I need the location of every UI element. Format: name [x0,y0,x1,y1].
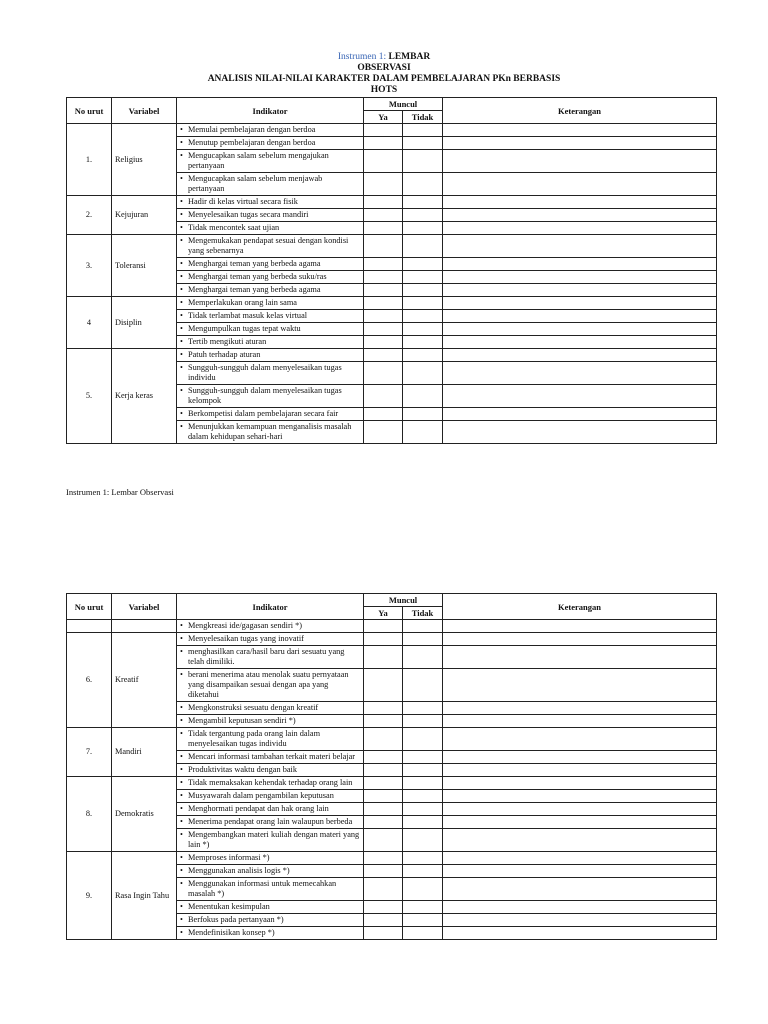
ya-cell[interactable] [364,914,403,927]
indikator-cell [177,284,364,297]
row-number: 9. [67,852,112,940]
indikator-text: • Berkompetisi dalam pembelajaran secara fair [180,409,360,419]
row-number: 2. [67,196,112,235]
ya-cell[interactable] [364,310,403,323]
tidak-cell[interactable] [403,620,443,633]
keterangan-cell[interactable] [443,196,717,209]
indikator-cell [177,816,364,829]
indikator-text: • Mengembangkan materi kuliah dengan materi yang lain *) [180,830,360,850]
ya-cell[interactable] [364,803,403,816]
ya-cell[interactable] [364,669,403,702]
indikator-cell [177,297,364,310]
indikator-cell [177,633,364,646]
keterangan-cell[interactable] [443,310,717,323]
variabel-cell: Religius [112,124,177,196]
indikator-text: • Hadir di kelas virtual secara fisik [180,197,360,207]
indikator-cell [177,777,364,790]
keterangan-cell[interactable] [443,124,717,137]
indikator-text: • Menunjukkan kemampuan menganalisis masalah dalam kehidupan sehari-hari [180,422,360,442]
header-tidak: Tidak [403,607,443,620]
indikator-text: • Menyelesaikan tugas yang inovatif [180,634,360,644]
tidak-cell[interactable] [403,829,443,852]
keterangan-cell[interactable] [443,284,717,297]
tidak-cell[interactable] [403,284,443,297]
indikator-text: • Mengambil keputusan sendiri *) [180,716,360,726]
observation-table-2 [66,593,717,940]
table-row [67,728,717,751]
keterangan-cell[interactable] [443,878,717,901]
indikator-cell [177,764,364,777]
header-ya: Ya [364,607,403,620]
table-row [67,349,717,362]
variabel-cell: Rasa Ingin Tahu [112,852,177,940]
keterangan-cell[interactable] [443,258,717,271]
row-number: 5. [67,349,112,444]
indikator-cell [177,362,364,385]
indikator-cell [177,878,364,901]
indikator-cell [177,715,364,728]
variabel-cell [112,620,177,633]
keterangan-cell[interactable] [443,336,717,349]
indikator-cell [177,336,364,349]
indikator-text: • Tidak tergantung pada orang lain dalam menyelesaikan tugas individu [180,729,360,749]
indikator-text: • Berfokus pada pertanyaan *) [180,915,360,925]
tidak-cell[interactable] [403,852,443,865]
keterangan-cell[interactable] [443,816,717,829]
tidak-cell[interactable] [403,865,443,878]
indikator-cell [177,914,364,927]
indikator-cell [177,323,364,336]
tidak-cell[interactable] [403,633,443,646]
header-keterangan: Keterangan [443,98,717,124]
keterangan-cell[interactable] [443,235,717,258]
indikator-text: • Patuh terhadap aturan [180,350,360,360]
tidak-cell[interactable] [403,349,443,362]
indikator-text: • Menghargai teman yang berbeda agama [180,285,360,295]
indikator-text: • berani menerima atau menolak suatu pernyataan yang disampaikan sesuai dengan apa yang diketahui [180,670,360,700]
document-title-line4: HOTS [370,85,398,95]
keterangan-cell[interactable] [443,790,717,803]
keterangan-cell[interactable] [443,421,717,444]
ya-cell[interactable] [364,235,403,258]
ya-cell[interactable] [364,222,403,235]
indikator-text: • Mengkreasi ide/gagasan sendiri *) [180,621,360,631]
keterangan-cell[interactable] [443,620,717,633]
ya-cell[interactable] [364,865,403,878]
indikator-text: • Menghargai teman yang berbeda agama [180,259,360,269]
table-caption: Instrumen 1: Lembar Observasi [66,487,174,497]
row-number: 3. [67,235,112,297]
indikator-text: • Musyawarah dalam pengambilan keputusan [180,791,360,801]
indikator-cell [177,669,364,702]
table-row [67,777,717,790]
ya-cell[interactable] [364,728,403,751]
indikator-cell [177,927,364,940]
ya-cell[interactable] [364,852,403,865]
indikator-cell [177,271,364,284]
ya-cell[interactable] [364,137,403,150]
indikator-text: • Memulai pembelajaran dengan berdoa [180,125,360,135]
ya-cell[interactable] [364,297,403,310]
instrument-label: Instrumen 1: [337,52,387,62]
ya-cell[interactable] [364,173,403,196]
indikator-text: • Menggunakan informasi untuk memecahkan masalah *) [180,879,360,899]
keterangan-cell[interactable] [443,852,717,865]
keterangan-cell[interactable] [443,137,717,150]
tidak-cell[interactable] [403,150,443,173]
tidak-cell[interactable] [403,258,443,271]
variabel-cell: Mandiri [112,728,177,777]
tidak-cell[interactable] [403,914,443,927]
title-word: LEMBAR [388,52,431,62]
indikator-cell [177,646,364,669]
ya-cell[interactable] [364,271,403,284]
keterangan-cell[interactable] [443,385,717,408]
keterangan-cell[interactable] [443,702,717,715]
variabel-cell: Toleransi [112,235,177,297]
indikator-cell [177,310,364,323]
observation-table-1 [66,97,717,444]
ya-cell[interactable] [364,150,403,173]
indikator-text: • Mendefinisikan konsep *) [180,928,360,938]
variabel-cell: Kejujuran [112,196,177,235]
indikator-text: • Mengkonstruksi sesuatu dengan kreatif [180,703,360,713]
indikator-text: • menghasilkan cara/hasil baru dari sesuatu yang telah dimiliki. [180,647,360,667]
document-title-line3: ANALISIS NILAI-NILAI KARAKTER DALAM PEMBELAJARAN PKn BERBASIS [207,74,561,84]
ya-cell[interactable] [364,751,403,764]
tidak-cell[interactable] [403,385,443,408]
keterangan-cell[interactable] [443,323,717,336]
indikator-text: • Tidak terlambat masuk kelas virtual [180,311,360,321]
ya-cell[interactable] [364,790,403,803]
indikator-text: • Sungguh-sungguh dalam menyelesaikan tugas kelompok [180,386,360,406]
indikator-text: • Tidak memaksakan kehendak terhadap orang lain [180,778,360,788]
header-keterangan: Keterangan [443,594,717,620]
variabel-cell: Kerja keras [112,349,177,444]
ya-cell[interactable] [364,258,403,271]
ya-cell[interactable] [364,646,403,669]
indikator-text: • Menggunakan analisis logis *) [180,866,360,876]
variabel-cell: Disiplin [112,297,177,349]
ya-cell[interactable] [364,124,403,137]
ya-cell[interactable] [364,323,403,336]
tidak-cell[interactable] [403,803,443,816]
tidak-cell[interactable] [403,173,443,196]
tidak-cell[interactable] [403,927,443,940]
indikator-text: • Menghargai teman yang berbeda suku/ras [180,272,360,282]
indikator-cell [177,865,364,878]
indikator-cell [177,751,364,764]
header-no: No urut [67,594,112,620]
indikator-text: • Memproses informasi *) [180,853,360,863]
keterangan-cell[interactable] [443,777,717,790]
indikator-cell [177,385,364,408]
ya-cell[interactable] [364,878,403,901]
row-number: 7. [67,728,112,777]
tidak-cell[interactable] [403,336,443,349]
indikator-cell [177,209,364,222]
tidak-cell[interactable] [403,777,443,790]
keterangan-cell[interactable] [443,865,717,878]
indikator-text: • Menutup pembelajaran dengan berdoa [180,138,360,148]
ya-cell[interactable] [364,385,403,408]
tidak-cell[interactable] [403,310,443,323]
indikator-cell [177,728,364,751]
keterangan-cell[interactable] [443,271,717,284]
ya-cell[interactable] [364,408,403,421]
ya-cell[interactable] [364,702,403,715]
table-row [67,196,717,209]
tidak-cell[interactable] [403,728,443,751]
ya-cell[interactable] [364,336,403,349]
keterangan-cell[interactable] [443,669,717,702]
ya-cell[interactable] [364,421,403,444]
indikator-text: • Mengucapkan salam sebelum mengajukan pertanyaan [180,151,360,171]
keterangan-cell[interactable] [443,829,717,852]
indikator-cell [177,173,364,196]
tidak-cell[interactable] [403,196,443,209]
indikator-cell [177,235,364,258]
indikator-cell [177,150,364,173]
ya-cell[interactable] [364,362,403,385]
table-row [67,235,717,258]
tidak-cell[interactable] [403,901,443,914]
tidak-cell[interactable] [403,816,443,829]
ya-cell[interactable] [364,764,403,777]
tidak-cell[interactable] [403,137,443,150]
indikator-cell [177,829,364,852]
indikator-cell [177,421,364,444]
keterangan-cell[interactable] [443,349,717,362]
row-number: 8. [67,777,112,852]
tidak-cell[interactable] [403,222,443,235]
indikator-cell [177,196,364,209]
table-row [67,633,717,646]
header-muncul: Muncul [364,594,443,607]
keterangan-cell[interactable] [443,803,717,816]
tidak-cell[interactable] [403,235,443,258]
indikator-text: • Memperlakukan orang lain sama [180,298,360,308]
ya-cell[interactable] [364,816,403,829]
ya-cell[interactable] [364,196,403,209]
variabel-cell: Kreatif [112,633,177,728]
keterangan-cell[interactable] [443,408,717,421]
row-number: 4 [67,297,112,349]
tidak-cell[interactable] [403,669,443,702]
ya-cell[interactable] [364,715,403,728]
tidak-cell[interactable] [403,323,443,336]
indikator-cell [177,901,364,914]
tidak-cell[interactable] [403,408,443,421]
tidak-cell[interactable] [403,878,443,901]
tidak-cell[interactable] [403,209,443,222]
indikator-text: • Menentukan kesimpulan [180,902,360,912]
keterangan-cell[interactable] [443,150,717,173]
keterangan-cell[interactable] [443,173,717,196]
header-ya: Ya [364,111,403,124]
indikator-text: • Tidak mencontek saat ujian [180,223,360,233]
keterangan-cell[interactable] [443,209,717,222]
ya-cell[interactable] [364,349,403,362]
tidak-cell[interactable] [403,362,443,385]
indikator-text: • Mengumpulkan tugas tepat waktu [180,324,360,334]
ya-cell[interactable] [364,633,403,646]
indikator-text: • Mengemukakan pendapat sesuai dengan kondisi yang sebenarnya [180,236,360,256]
indikator-text: • Tertib mengikuti aturan [180,337,360,347]
tidak-cell[interactable] [403,297,443,310]
document-title-line1 [0,52,768,63]
header-muncul: Muncul [364,98,443,111]
header-indikator: Indikator [177,98,364,124]
tidak-cell[interactable] [403,715,443,728]
keterangan-cell[interactable] [443,297,717,310]
table-row [67,620,717,633]
indikator-text: • Sungguh-sungguh dalam menyelesaikan tugas individu [180,363,360,383]
indikator-cell [177,408,364,421]
ya-cell[interactable] [364,777,403,790]
keterangan-cell[interactable] [443,715,717,728]
keterangan-cell[interactable] [443,646,717,669]
ya-cell[interactable] [364,620,403,633]
table-row [67,124,717,137]
tidak-cell[interactable] [403,764,443,777]
row-number: 6. [67,633,112,728]
tidak-cell[interactable] [403,271,443,284]
indikator-cell [177,124,364,137]
table-row [67,297,717,310]
keterangan-cell[interactable] [443,901,717,914]
ya-cell[interactable] [364,901,403,914]
tidak-cell[interactable] [403,646,443,669]
indikator-cell [177,137,364,150]
indikator-text: • Menyelesaikan tugas secara mandiri [180,210,360,220]
indikator-cell [177,620,364,633]
keterangan-cell[interactable] [443,751,717,764]
header-no: No urut [67,98,112,124]
keterangan-cell[interactable] [443,728,717,751]
ya-cell[interactable] [364,829,403,852]
indikator-text: • Menerima pendapat orang lain walaupun berbeda [180,817,360,827]
ya-cell[interactable] [364,927,403,940]
tidak-cell[interactable] [403,751,443,764]
keterangan-cell[interactable] [443,362,717,385]
row-number: 1. [67,124,112,196]
indikator-cell [177,349,364,362]
keterangan-cell[interactable] [443,222,717,235]
indikator-text: • Mencari informasi tambahan terkait materi belajar [180,752,360,762]
ya-cell[interactable] [364,209,403,222]
indikator-cell [177,852,364,865]
indikator-cell [177,258,364,271]
table-row [67,852,717,865]
keterangan-cell[interactable] [443,914,717,927]
header-variabel: Variabel [112,594,177,620]
indikator-cell [177,790,364,803]
document-title-line2: OBSERVASI [357,63,411,73]
indikator-cell [177,803,364,816]
keterangan-cell[interactable] [443,764,717,777]
indikator-text: • Produktivitas waktu dengan baik [180,765,360,775]
tidak-cell[interactable] [403,124,443,137]
variabel-cell: Demokratis [112,777,177,852]
header-variabel: Variabel [112,98,177,124]
row-number [67,620,112,633]
ya-cell[interactable] [364,284,403,297]
header-tidak: Tidak [403,111,443,124]
indikator-cell [177,702,364,715]
indikator-text: • Menghormati pendapat dan hak orang lain [180,804,360,814]
header-indikator: Indikator [177,594,364,620]
tidak-cell[interactable] [403,702,443,715]
keterangan-cell[interactable] [443,927,717,940]
indikator-cell [177,222,364,235]
tidak-cell[interactable] [403,790,443,803]
keterangan-cell[interactable] [443,633,717,646]
tidak-cell[interactable] [403,421,443,444]
indikator-text: • Mengucapkan salam sebelum menjawab pertanyaan [180,174,360,194]
